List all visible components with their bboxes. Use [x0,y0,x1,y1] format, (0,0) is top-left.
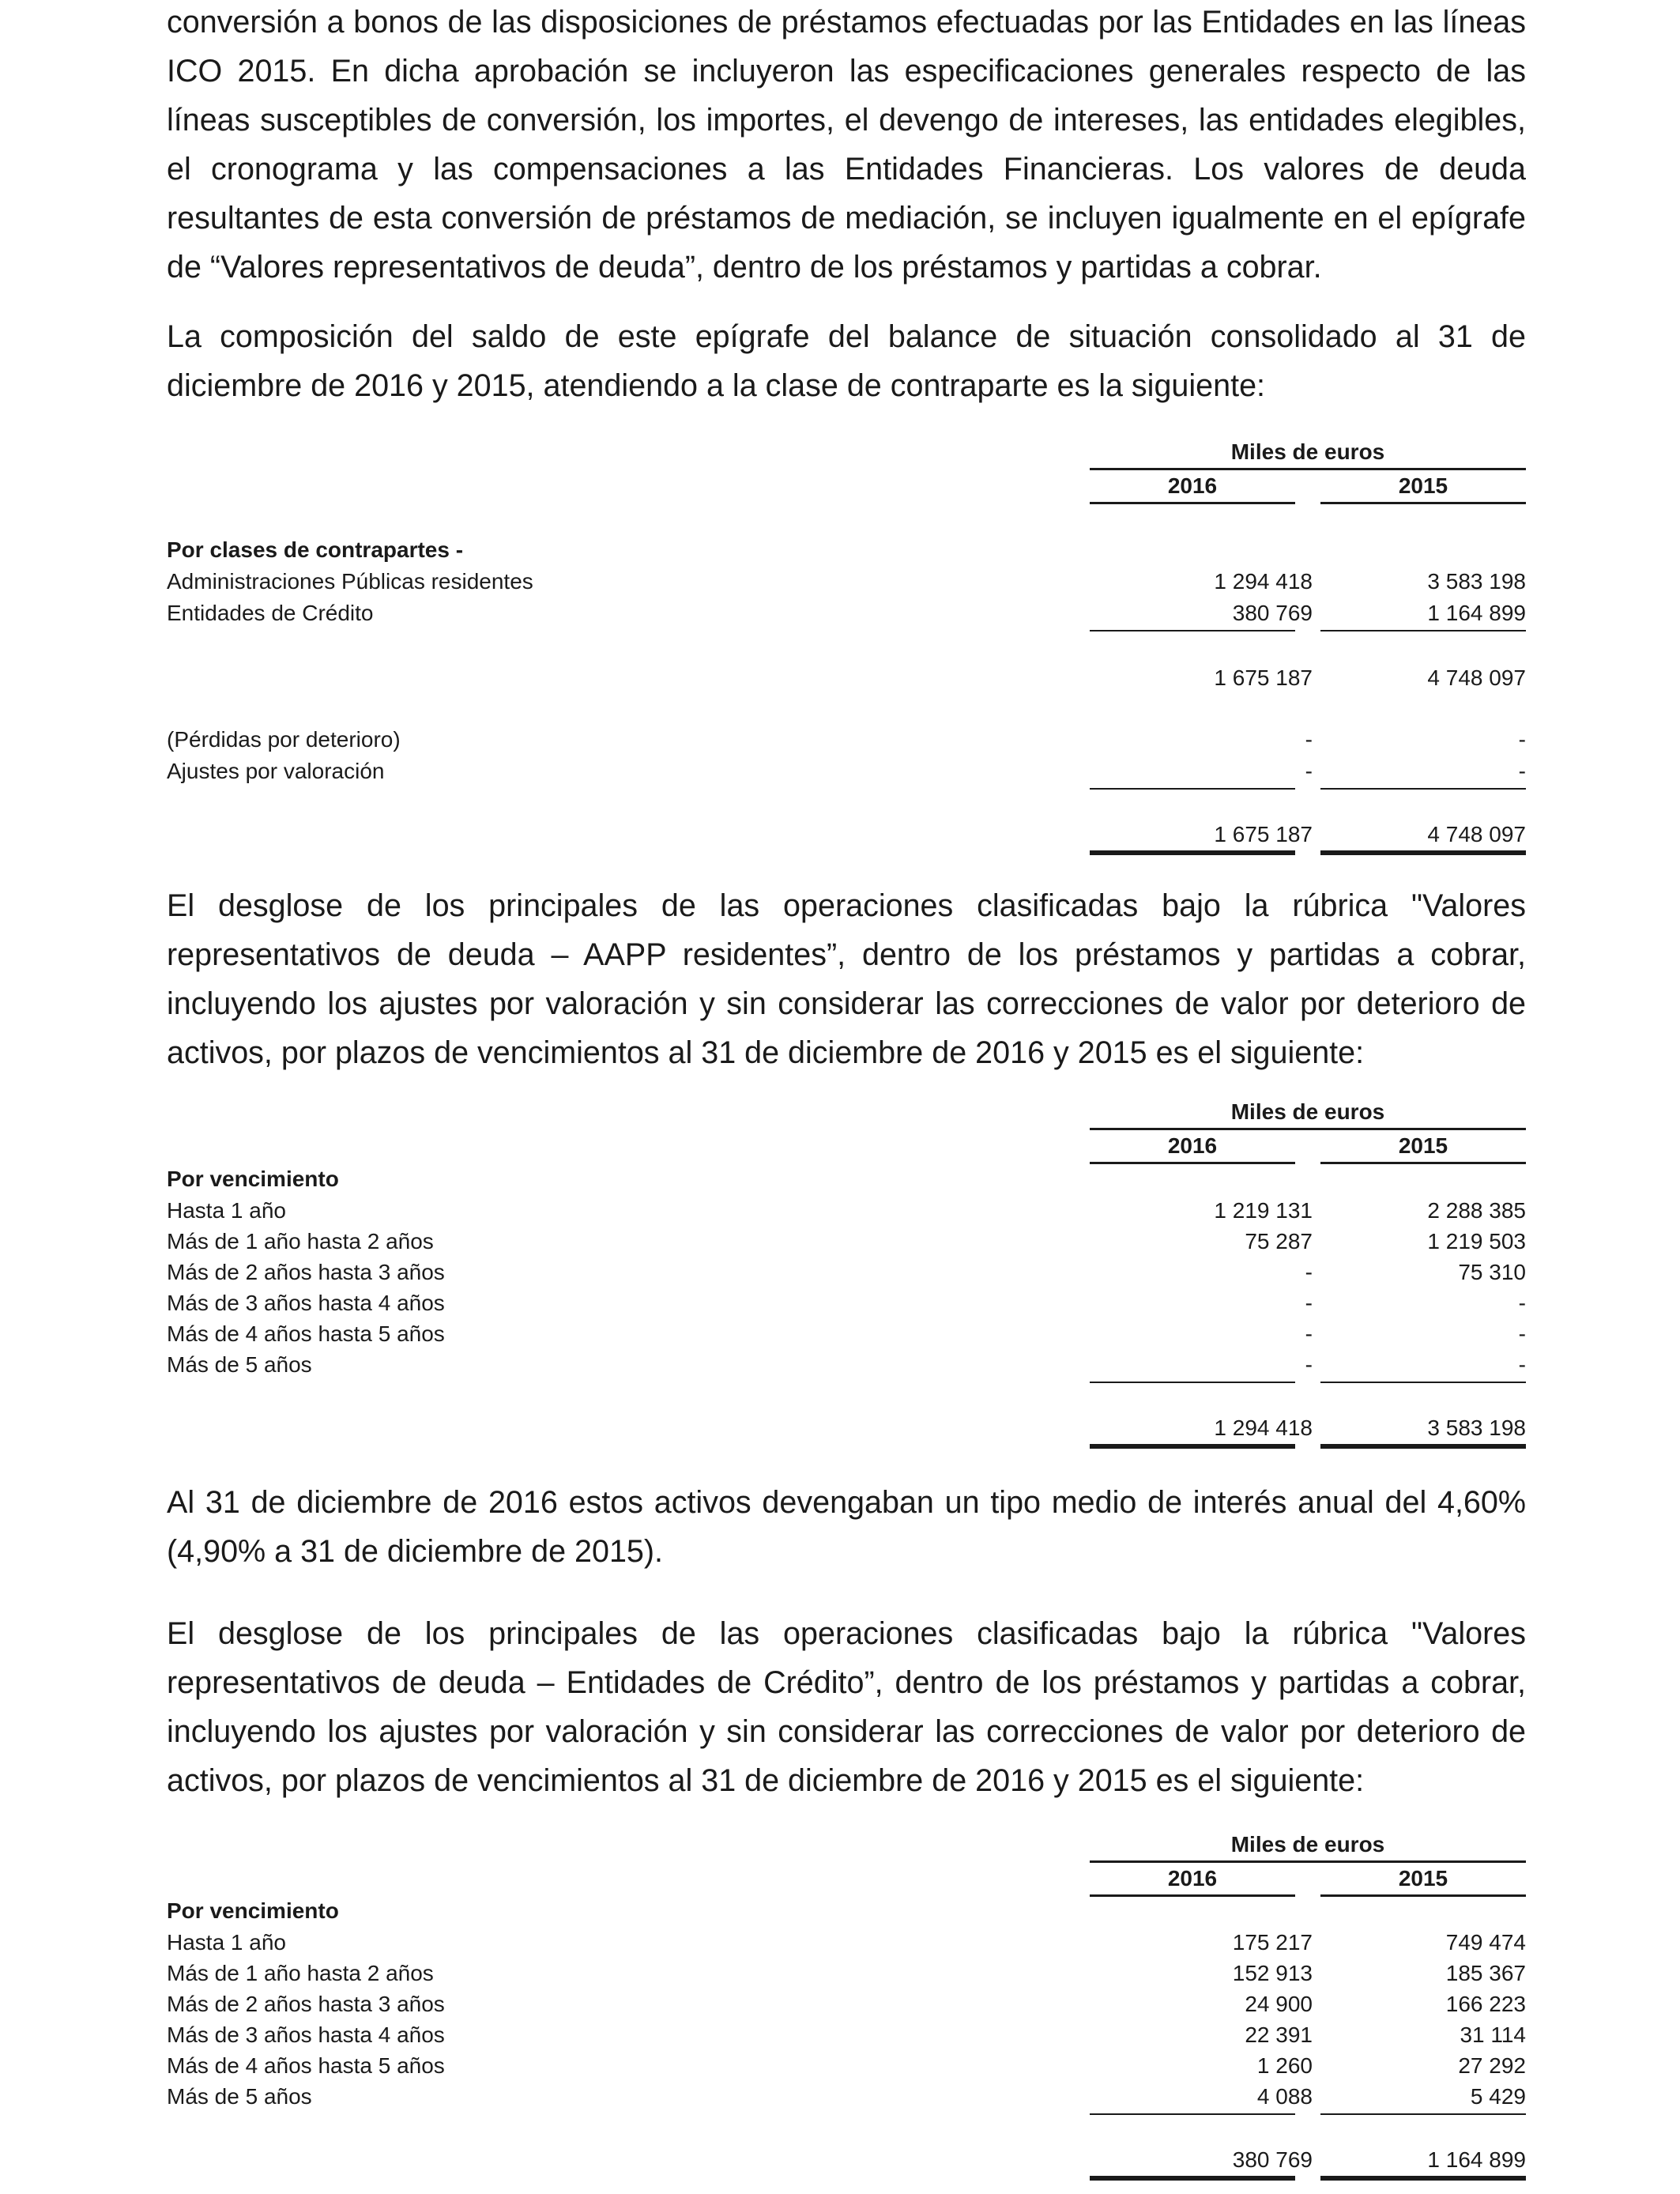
table-row [167,756,1526,787]
subtotal-row [167,662,1526,694]
row-label: Más de 1 año hasta 2 años [167,1961,434,1985]
value-2016: 175 217 [1232,1930,1313,1955]
row-label: Más de 3 años hasta 4 años [167,1291,445,1315]
paragraph-interest-rate: Al 31 de diciembre de 2016 estos activos devengaban un tipo medio de interés anual del 4,60% (4,90% a 31 de diciembre de 2015). [167,1485,1526,1569]
value-2016: 1 294 418 [1214,569,1313,594]
table-header-units: Miles de euros [1230,1832,1385,1857]
value-2016: - [1305,1321,1313,1346]
header-rule-2015 [1320,502,1526,504]
table-row [167,1318,1526,1350]
table-row [167,1349,1526,1381]
value-2016: - [1305,759,1313,783]
value-2015: 3 583 198 [1427,569,1526,594]
table-vencimiento-entidades [167,1829,1526,2185]
total-double-rule-2016 [1090,850,1295,855]
table-row [167,2081,1526,2113]
total-2016: 1 294 418 [1214,1416,1313,1440]
table-row [167,1226,1526,1257]
row-label: Hasta 1 año [167,1930,286,1955]
total-2016: 1 675 187 [1214,822,1313,846]
table-header-units: Miles de euros [1230,439,1385,464]
value-2015: 185 367 [1445,1961,1526,1985]
section-title: Por vencimiento [167,1898,339,1923]
section-title-row [167,1163,1526,1195]
table-row [167,1927,1526,1958]
value-2016: - [1305,1352,1313,1377]
total-double-rule-2016 [1090,2176,1295,2181]
value-2015: - [1518,759,1526,783]
total-row [167,1412,1526,1444]
table-row [167,1287,1526,1319]
row-label: Ajustes por valoración [167,759,385,783]
row-label: (Pérdidas por deterioro) [167,727,401,752]
total-top-rule-2016 [1090,788,1295,790]
value-2016: 1 260 [1256,2053,1313,2078]
total-2015: 3 583 198 [1427,1416,1526,1440]
total-double-rule-2016 [1090,1444,1295,1449]
table-row [167,2019,1526,2051]
table-row [167,1257,1526,1288]
column-header-2015: 2015 [1398,1133,1448,1158]
paragraph-aapp-breakdown: El desglose de los principales de las operaciones clasificadas bajo la rúbrica "Valores representativos de deuda – AAPP residentes”, dentro de los préstamos y partidas a cobrar, incluyendo los ajustes por valoración y sin considerar las correcciones de valor por deterioro de activos, por plazos de vencimientos al 31 de diciembre de 2016 y 2015 es el siguiente: [167,888,1526,1070]
row-label: Más de 3 años hasta 4 años [167,2022,445,2047]
section-title: Por clases de contrapartes - [167,537,464,562]
subtotal-rule-2016 [1090,630,1295,631]
table-row [167,598,1526,629]
value-2015: 31 114 [1460,2022,1526,2047]
table-vencimiento-aapp [167,1096,1526,1452]
subtotal-rule-2015 [1320,630,1526,631]
value-2015: - [1518,1352,1526,1377]
section-title-row [167,534,1526,566]
value-2015: 75 310 [1458,1260,1526,1284]
subtotal-2015: 4 748 097 [1427,665,1526,690]
row-label: Más de 2 años hasta 3 años [167,1992,445,2016]
value-2015: 5 429 [1470,2084,1526,2109]
table-row [167,2050,1526,2082]
table-row [167,1195,1526,1227]
value-2015: 749 474 [1445,1930,1526,1955]
row-label: Más de 4 años hasta 5 años [167,2053,445,2078]
table-row [167,566,1526,598]
value-2016: 152 913 [1232,1961,1313,1985]
value-2016: - [1305,1260,1313,1284]
value-2016: 1 219 131 [1214,1198,1313,1223]
total-top-rule-2016 [1090,1382,1295,1383]
total-top-rule-2015 [1320,1382,1526,1383]
total-2015: 4 748 097 [1427,822,1526,846]
value-2015: 166 223 [1445,1992,1526,2016]
value-2016: 380 769 [1232,601,1313,625]
row-label: Más de 1 año hasta 2 años [167,1229,434,1253]
total-2016: 380 769 [1232,2147,1313,2172]
total-double-rule-2015 [1320,850,1526,855]
total-top-rule-2015 [1320,2113,1526,2115]
total-row [167,2144,1526,2176]
table-row [167,1958,1526,1989]
column-header-2016: 2016 [1167,1866,1218,1891]
paragraph-credit-entities-breakdown: El desglose de los principales de las operaciones clasificadas bajo la rúbrica "Valores representativos de deuda – Entidades de Crédito”, dentro de los préstamos y partidas a cobrar, incluyendo los ajustes por valoración y sin considerar las correcciones de valor por deterioro de activos, por plazos de vencimientos al 31 de diciembre de 2016 y 2015 es el siguiente: [167,1616,1526,1798]
row-label: Más de 4 años hasta 5 años [167,1321,445,1346]
column-header-2015: 2015 [1398,1866,1448,1891]
value-2016: 24 900 [1245,1992,1313,2016]
table-row [167,1989,1526,2020]
value-2015: 2 288 385 [1427,1198,1526,1223]
paragraph-composition: La composición del saldo de este epígrafe del balance de situación consolidado al 31 de diciembre de 2016 y 2015, atendiendo a la clase de contraparte es la siguiente: [167,319,1526,403]
total-top-rule-2015 [1320,788,1526,790]
table-contrapartes [167,435,1526,854]
header-rule-2016 [1090,502,1295,504]
row-label: Más de 2 años hasta 3 años [167,1260,445,1284]
value-2016: - [1305,727,1313,752]
total-2015: 1 164 899 [1427,2147,1526,2172]
value-2015: 27 292 [1458,2053,1526,2078]
column-header-2016: 2016 [1167,1133,1218,1158]
total-row [167,819,1526,850]
section-title: Por vencimiento [167,1167,339,1191]
subtotal-2016: 1 675 187 [1214,665,1313,690]
value-2015: 1 164 899 [1427,601,1526,625]
row-label: Hasta 1 año [167,1198,286,1223]
value-2015: 1 219 503 [1427,1229,1526,1253]
row-label: Administraciones Públicas residentes [167,569,533,594]
paragraph-conversion: conversión a bonos de las disposiciones de préstamos efectuadas por las Entidades en las líneas ICO 2015. En dicha aprobación se incluyeron las especificaciones generales respecto de las líneas susceptibles de conversión, los importes, el devengo de intereses, las entidades elegibles, el cronograma y las compensaciones a las Entidades Financieras. Los valores de deuda resultantes de esta conversión de préstamos de mediación, se incluyen igualmente en el epígrafe de “Valores representativos de deuda”, dentro de los préstamos y partidas a cobrar. [167,5,1526,285]
table-row [167,724,1526,756]
total-double-rule-2015 [1320,1444,1526,1449]
value-2016: - [1305,1291,1313,1315]
value-2016: 22 391 [1245,2022,1313,2047]
row-label: Entidades de Crédito [167,601,374,625]
column-header-2016: 2016 [1167,473,1218,498]
table-header-units: Miles de euros [1230,1099,1385,1124]
value-2015: - [1518,727,1526,752]
total-double-rule-2015 [1320,2176,1526,2181]
value-2016: 75 287 [1245,1229,1313,1253]
value-2016: 4 088 [1256,2084,1313,2109]
row-label: Más de 5 años [167,1352,312,1377]
row-label: Más de 5 años [167,2084,312,2109]
value-2015: - [1518,1291,1526,1315]
value-2015: - [1518,1321,1526,1346]
column-header-2015: 2015 [1398,473,1448,498]
section-title-row [167,1895,1526,1927]
total-top-rule-2016 [1090,2113,1295,2115]
